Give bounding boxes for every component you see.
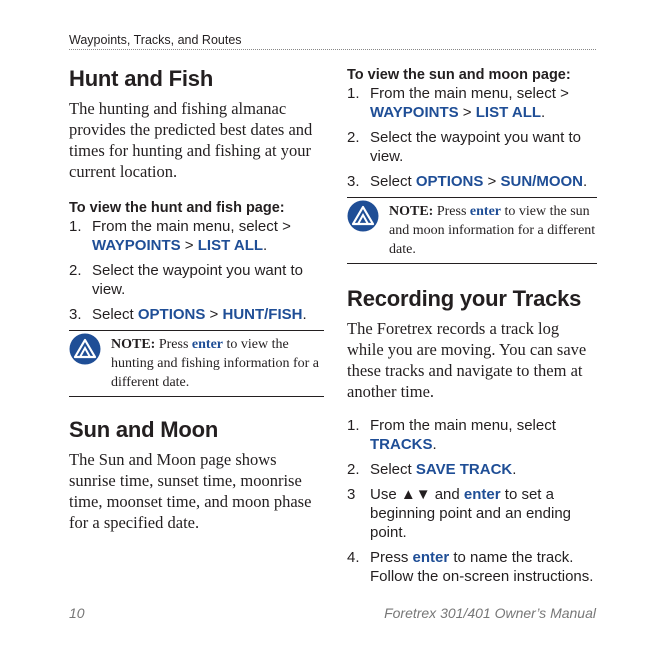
sun-moon-steps: [347, 84, 597, 191]
tracks-body: The Foretrex records a track log while you are moving. You can save these tracks and navigate to them at another time.: [347, 319, 587, 401]
manual-title: Foretrex 301/401 Owner’s Manual: [384, 605, 596, 621]
list-item: 2. Select SAVE TRACK.: [347, 461, 517, 478]
note-icon: [347, 200, 379, 232]
sun-moon-body: The Sun and Moon page shows sunrise time, sunset time, moonrise time, moonset time, and moon phase for a specified date.: [69, 450, 312, 532]
sun-moon-note: NOTE: Press enter to view the sun and moon information for a different date.: [347, 197, 597, 264]
note-icon: [69, 333, 101, 365]
list-item: 3 Use ▲▼ and enter to set a beginning point and an ending point.: [347, 486, 572, 541]
hunt-fish-body: The hunting and fishing almanac provides the predicted best dates and times for hunting and fishing at your current location.: [69, 99, 313, 181]
running-header: Waypoints, Tracks, and Routes: [69, 33, 596, 50]
hunt-fish-steps: [69, 217, 324, 324]
list-item: 2. Select the waypoint you want to view.: [347, 129, 581, 165]
list-item: 1. From the main menu, select > WAYPOINTS > LIST ALL.: [69, 218, 291, 254]
hunt-fish-subhead: To view the hunt and fish page:: [69, 200, 285, 216]
list-item: 2. Select the waypoint you want to view.: [69, 262, 303, 298]
left-column: [69, 66, 324, 533]
list-item: 1. From the main menu, select > WAYPOINTS > LIST ALL.: [347, 85, 569, 121]
hunt-fish-heading: Hunt and Fish: [69, 66, 214, 91]
tracks-heading: Recording your Tracks: [347, 286, 582, 311]
up-down-arrows-icon: ▲▼: [400, 486, 431, 503]
list-item: 3. Select OPTIONS > SUN/MOON.: [347, 173, 588, 190]
sun-moon-subhead: To view the sun and moon page:: [347, 67, 571, 83]
page-number: 10: [69, 605, 85, 621]
sun-moon-heading: Sun and Moon: [69, 417, 219, 442]
hunt-fish-note: NOTE: Press enter to view the hunting and fishing information for a different date.: [69, 330, 324, 397]
right-column: [347, 66, 597, 592]
tracks-steps: [347, 416, 597, 586]
list-item: 1. From the main menu, select TRACKS.: [347, 417, 556, 453]
list-item: 3. Select OPTIONS > HUNT/FISH.: [69, 306, 307, 323]
list-item: 4. Press enter to name the track. Follow the on-screen instructions.: [347, 549, 594, 585]
